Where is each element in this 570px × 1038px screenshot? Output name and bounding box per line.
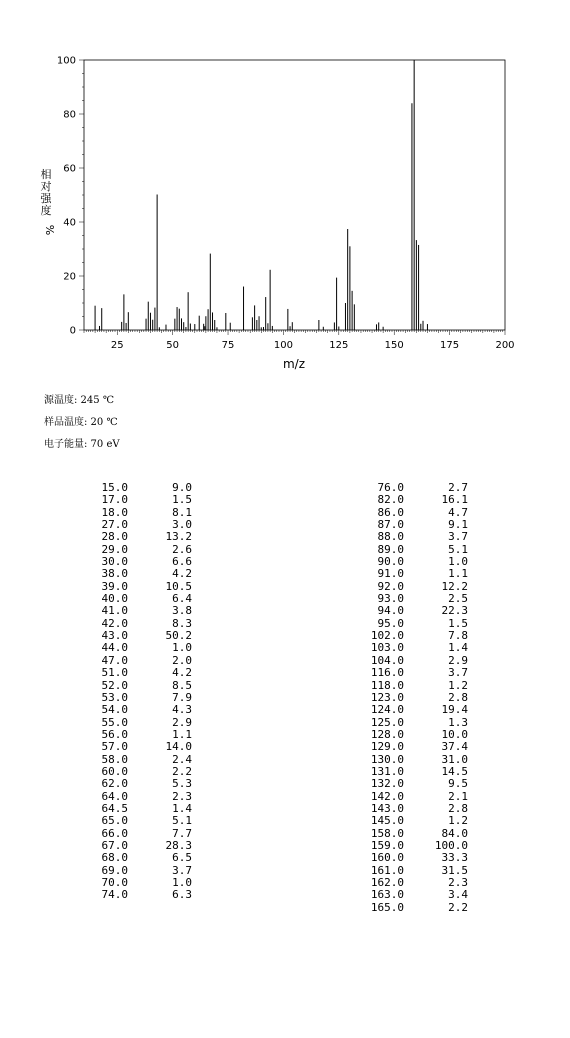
mz-value: 145.0 [370, 814, 404, 828]
mz-value: 15.0 [101, 481, 128, 494]
peak-row [354, 642, 468, 654]
mass-spectrum-chart [0, 0, 570, 380]
intensity-value: 31.0 [441, 752, 468, 766]
intensity-value: 13.2 [165, 530, 192, 544]
mz-value: 125.0 [370, 715, 404, 729]
peak-row [354, 889, 468, 901]
mz-value: 38.0 [101, 567, 128, 581]
x-tick-label: 125 [329, 340, 349, 351]
mz-value: 27.0 [101, 518, 128, 532]
mz-value: 52.0 [101, 678, 128, 692]
y-title-char: 对 [40, 180, 52, 193]
intensity-value: 1.0 [448, 555, 468, 569]
peak-table-right [354, 482, 468, 914]
intensity-value: 10.0 [441, 727, 468, 741]
peak-row [354, 531, 468, 543]
intensity-value: 1.1 [172, 727, 192, 741]
intensity-value: 3.7 [448, 666, 468, 680]
intensity-value: 4.2 [172, 567, 192, 581]
intensity-value: 2.8 [448, 801, 468, 815]
mz-value: 94.0 [377, 604, 404, 618]
mz-value: 64.5 [101, 801, 128, 815]
mz-value: 69.0 [101, 863, 128, 877]
peak-row [78, 889, 192, 901]
intensity-value: 6.3 [172, 888, 192, 902]
y-tick-label: 40 [63, 217, 76, 229]
intensity-value: 2.6 [172, 542, 192, 556]
intensity-value: 6.6 [172, 555, 192, 569]
intensity-value: 8.5 [172, 678, 192, 692]
intensity-value: 1.4 [448, 641, 468, 655]
intensity-value: 2.3 [172, 789, 192, 803]
mz-value: 93.0 [377, 592, 404, 606]
intensity-value: 9.5 [448, 777, 468, 791]
intensity-value: 2.7 [448, 481, 468, 494]
mz-value: 56.0 [101, 727, 128, 741]
intensity-value: 1.2 [448, 814, 468, 828]
mz-value: 65.0 [101, 814, 128, 828]
mz-value: 132.0 [370, 777, 404, 791]
peak-row [78, 680, 192, 692]
y-tick-label: 20 [63, 271, 76, 283]
y-tick-label: 100 [56, 55, 76, 67]
mz-value: 103.0 [370, 641, 404, 655]
intensity-value: 1.0 [172, 641, 192, 655]
x-tick-label: 175 [440, 340, 460, 351]
mz-value: 17.0 [101, 493, 128, 507]
peak-row [354, 852, 468, 864]
y-tick-label: 60 [63, 163, 76, 175]
intensity-value: 6.5 [172, 851, 192, 865]
mz-value: 160.0 [370, 851, 404, 865]
intensity-value: 19.4 [441, 703, 468, 717]
x-tick-label: 25 [110, 340, 124, 351]
x-axis-title: m/z [282, 357, 306, 371]
instrument-conditions [44, 390, 120, 456]
x-tick-label: 200 [495, 340, 515, 351]
peak-row [78, 778, 192, 790]
mz-value: 129.0 [370, 740, 404, 754]
mz-value: 67.0 [101, 838, 128, 852]
peak-row [78, 741, 192, 753]
x-tick-label: 100 [273, 340, 293, 351]
mz-value: 41.0 [101, 604, 128, 618]
plot-border [84, 60, 505, 330]
y-title-char: 度 [40, 204, 52, 217]
y-title-unit: % [43, 224, 56, 236]
mz-value: 87.0 [377, 518, 404, 532]
mz-value: 28.0 [101, 530, 128, 544]
intensity-value: 31.5 [441, 863, 468, 877]
mz-value: 42.0 [101, 616, 128, 630]
mz-value: 116.0 [370, 666, 404, 680]
intensity-value: 7.8 [448, 629, 468, 643]
peak-row [354, 494, 468, 506]
sample-temperature: 样品温度: 20 ℃ [44, 417, 118, 428]
mz-value: 123.0 [370, 690, 404, 704]
intensity-value: 3.7 [172, 863, 192, 877]
peak-row [354, 778, 468, 790]
mz-value: 44.0 [101, 641, 128, 655]
intensity-value: 37.4 [441, 740, 468, 754]
mz-value: 118.0 [370, 678, 404, 692]
mz-value: 68.0 [101, 851, 128, 865]
mz-value: 128.0 [370, 727, 404, 741]
intensity-value: 2.8 [448, 690, 468, 704]
intensity-value: 1.4 [172, 801, 192, 815]
intensity-value: 12.2 [441, 579, 468, 593]
intensity-value: 4.3 [172, 703, 192, 717]
mz-value: 158.0 [370, 826, 404, 840]
mz-value: 62.0 [101, 777, 128, 791]
mz-value: 95.0 [377, 616, 404, 630]
intensity-value: 1.2 [448, 678, 468, 692]
peak-row [78, 704, 192, 716]
y-tick-label: 0 [69, 325, 76, 337]
intensity-value: 100.0 [434, 838, 468, 852]
mz-value: 86.0 [377, 505, 404, 519]
intensity-value: 22.3 [441, 604, 468, 618]
intensity-value: 6.4 [172, 592, 192, 606]
mz-value: 74.0 [101, 888, 128, 902]
intensity-value: 4.7 [448, 505, 468, 519]
y-title-char: 相 [40, 168, 52, 181]
peak-row [78, 494, 192, 506]
mz-value: 57.0 [101, 740, 128, 754]
mz-value: 40.0 [101, 592, 128, 606]
peak-row [354, 605, 468, 617]
intensity-value: 1.1 [448, 567, 468, 581]
intensity-value: 16.1 [441, 493, 468, 507]
peak-row [78, 531, 192, 543]
mz-value: 30.0 [101, 555, 128, 569]
mz-value: 39.0 [101, 579, 128, 593]
peak-bars [95, 60, 427, 330]
source-temperature: 源温度: 245 ℃ [44, 395, 114, 406]
peak-row [78, 605, 192, 617]
electron-energy: 电子能量: 70 eV [44, 439, 120, 450]
intensity-value: 5.3 [172, 777, 192, 791]
peak-row [78, 642, 192, 654]
x-tick-label: 75 [221, 340, 235, 351]
intensity-value: 33.3 [441, 851, 468, 865]
mz-value: 76.0 [377, 481, 404, 494]
mz-value: 90.0 [377, 555, 404, 569]
mz-value: 91.0 [377, 567, 404, 581]
peak-row [354, 902, 468, 914]
y-tick-label: 80 [63, 109, 76, 121]
mz-value: 104.0 [370, 653, 404, 667]
plot-frame [84, 60, 505, 330]
intensity-value: 2.5 [448, 592, 468, 606]
mz-value: 64.0 [101, 789, 128, 803]
intensity-value: 3.4 [448, 888, 468, 902]
mz-value: 162.0 [370, 876, 404, 889]
intensity-value: 8.1 [172, 505, 192, 519]
intensity-value: 14.5 [441, 764, 468, 778]
intensity-value: 2.9 [172, 715, 192, 729]
y-axis-ticks [57, 56, 84, 337]
mz-value: 47.0 [101, 653, 128, 667]
intensity-value: 84.0 [441, 826, 468, 840]
mz-value: 124.0 [370, 703, 404, 717]
peak-row [78, 568, 192, 580]
peak-row [354, 667, 468, 679]
mz-value: 66.0 [101, 826, 128, 840]
peak-row [354, 741, 468, 753]
mz-value: 92.0 [377, 579, 404, 593]
intensity-value: 7.7 [172, 826, 192, 840]
intensity-value: 3.7 [448, 530, 468, 544]
mz-value: 58.0 [101, 752, 128, 766]
intensity-value: 3.8 [172, 604, 192, 618]
mz-value: 43.0 [101, 629, 128, 643]
mz-value: 159.0 [370, 838, 404, 852]
mz-value: 161.0 [370, 863, 404, 877]
mz-value: 70.0 [101, 876, 128, 889]
peak-row [354, 568, 468, 580]
intensity-value: 50.2 [165, 629, 192, 643]
intensity-value: 4.2 [172, 666, 192, 680]
peak-row [78, 815, 192, 827]
peak-row [78, 667, 192, 679]
mz-value: 82.0 [377, 493, 404, 507]
x-tick-label: 150 [384, 340, 404, 351]
peak-row [354, 815, 468, 827]
intensity-value: 2.9 [448, 653, 468, 667]
mz-value: 130.0 [370, 752, 404, 766]
intensity-value: 10.5 [165, 579, 192, 593]
mz-value: 54.0 [101, 703, 128, 717]
intensity-value: 5.1 [172, 814, 192, 828]
intensity-value: 28.3 [165, 838, 192, 852]
intensity-value: 5.1 [448, 542, 468, 556]
intensity-value: 2.1 [448, 789, 468, 803]
mz-value: 163.0 [370, 888, 404, 902]
intensity-value: 9.1 [448, 518, 468, 532]
mz-value: 51.0 [101, 666, 128, 680]
peak-row [354, 704, 468, 716]
mz-value: 143.0 [370, 801, 404, 815]
intensity-value: 1.5 [172, 493, 192, 507]
intensity-value: 2.4 [172, 752, 192, 766]
mz-value: 55.0 [101, 715, 128, 729]
y-title-char: 强 [40, 192, 52, 205]
intensity-value: 2.0 [172, 653, 192, 667]
mz-value: 18.0 [101, 505, 128, 519]
mz-value: 165.0 [370, 900, 404, 914]
peak-table-left [78, 482, 192, 902]
intensity-value: 2.3 [448, 876, 468, 889]
mz-value: 142.0 [370, 789, 404, 803]
mz-value: 88.0 [377, 530, 404, 544]
intensity-value: 1.0 [172, 876, 192, 889]
intensity-value: 2.2 [172, 764, 192, 778]
peak-row [354, 680, 468, 692]
mz-value: 29.0 [101, 542, 128, 556]
mz-value: 89.0 [377, 542, 404, 556]
mz-value: 53.0 [101, 690, 128, 704]
x-tick-label: 50 [166, 340, 179, 351]
x-axis-ticks [84, 330, 515, 351]
intensity-value: 1.3 [448, 715, 468, 729]
mz-value: 60.0 [101, 764, 128, 778]
intensity-value: 3.0 [172, 518, 192, 532]
intensity-value: 8.3 [172, 616, 192, 630]
intensity-value: 1.5 [448, 616, 468, 630]
mz-value: 102.0 [370, 629, 404, 643]
intensity-value: 14.0 [165, 740, 192, 754]
peak-row [78, 852, 192, 864]
y-axis-title [41, 167, 57, 235]
intensity-value: 7.9 [172, 690, 192, 704]
intensity-value: 9.0 [172, 481, 192, 494]
mz-value: 131.0 [370, 764, 404, 778]
intensity-value: 2.2 [448, 900, 468, 914]
